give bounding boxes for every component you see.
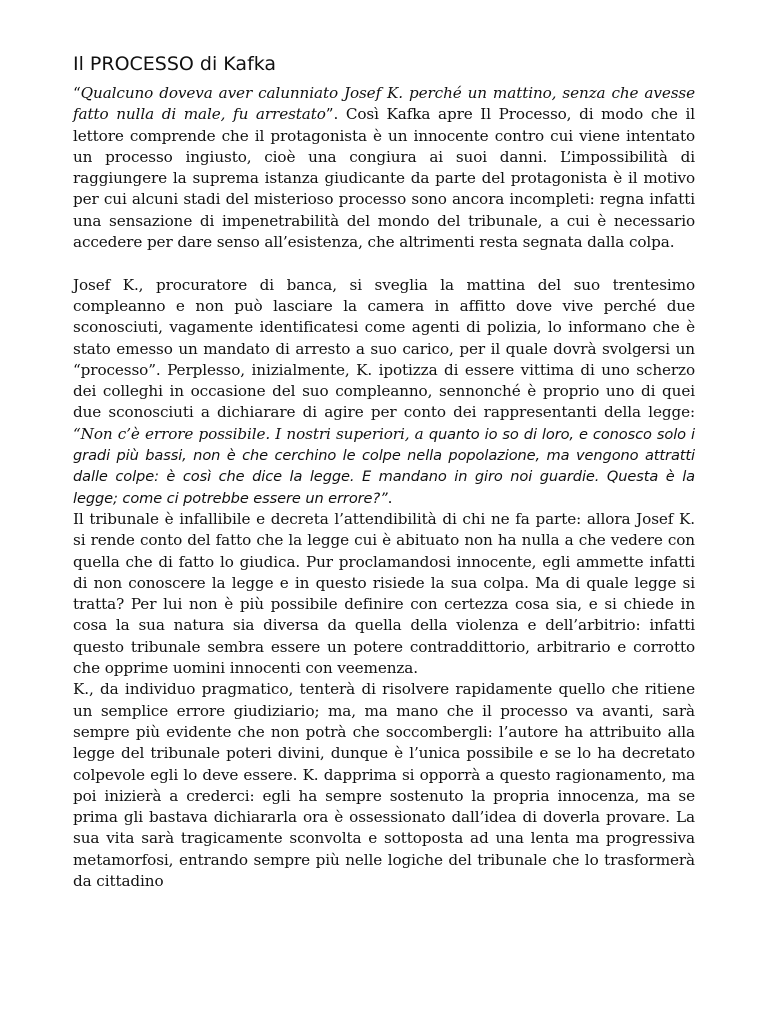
paragraph-pragmatico: K., da individuo pragmatico, tenterà di risolvere rapidamente quello che ritiene un semplice errore giudiziario; ma, ma mano che il processo va avanti, sarà sempre più evidente che non potrà che soccombergli: l’autore ha attribuito alla legge del tribunale poteri divini, dunque è l’unica possibile e se lo ha decretato colpevole egli lo deve essere. K. dapprima si opporrà a questo ragionamento, ma poi inizierà a crederci: egli ha sempre sostenuto la propria innocenza, ma se prima gli bastava dichiararla ora è ossessionato dall’idea di doverla provare. La sua vita sarà tragicamente sconvolta e sottoposta ad una lenta ma progressiva metamorfosi, entrando sempre più nelle logiche del tribunale che lo trasformerà da cittadino	[73, 680, 695, 890]
paragraph-tribunale: Il tribunale è infallibile e decreta l’attendibilità di chi ne fa parte: allora Josef K. si rende conto del fatto che la legge cui è abituato non ha nulla a che vedere con quella che di fatto lo giudica. Pur proclamandosi innocente, egli ammette infatti di non conoscere la legge e in questo risiede la sua colpa. Ma di quale legge si tratta? Per lui non è più possibile definire con certezza cosa sia, e si chiede in cosa la sua natura sia diversa da quella della violenza e dell’arbitrio: infatti questo tribunale sembra essere un potere contraddittorio, arbitrario e corrotto che opprime uomini innocenti con veemenza.	[73, 509, 695, 678]
document-page	[73, 52, 695, 892]
open-quote: “	[73, 84, 81, 102]
paragraph-gap	[73, 253, 695, 274]
paragraph-josef-text: Josef K., procuratore di banca, si sveglia la mattina del suo trentesimo compleanno e non può lasciare la camera in affitto dove vive perché due sconosciuti, vagamente identificatesi come agenti di polizia, lo informano che è stato emesso un mandato di arresto a suo carico, per il quale dovrà svolgersi un “processo”. Perplesso, inizialmente, K. ipotizza di essere vittima di uno scherzo dei colleghi in occasione del suo compleanno, sennonché è proprio uno di quei due sconosciuti a dichiarare di agire per conto dei rappresentanti della legge:	[73, 275, 695, 422]
guard-quote-sans: quanto io so di loro, e conosco solo i gradi più bassi, non è che cerchino le colpe nella popolazione, ma vengono attratti dalle colpe: è così che dice la legge. E mandano in giro noi guardie. Questa è la legge; come ci potrebbe essere un errore?”	[73, 425, 695, 507]
paragraph-intro	[73, 83, 695, 253]
paragraph-josef	[73, 275, 695, 509]
paragraph-intro-text: ”. Così Kafka apre Il Processo, di modo che il lettore comprende che il protagonista è un innocente contro cui viene intentato un processo ingiusto, cioè una congiura ai suoi danni. L’impossibilità di raggiungere la suprema istanza giudicante da parte del protagonista è il motivo per cui alcuni stadi del misterioso processo sono ancora incompleti: regna infatti una sensazione di impenetrabilità del mondo del tribunale, a cui è necessario accedere per dare senso all’esistenza, che altrimenti resta segnata dalla colpa.	[73, 105, 695, 252]
opening-quote: Qualcuno doveva aver calunniato Josef K. perché un mattino, senza che avesse fatto nulla di male, fu arrestato	[73, 84, 695, 124]
document-title: Il PROCESSO di Kafka	[73, 53, 277, 75]
guard-quote-serif: “Non c’è errore possibile. I nostri superiori, a	[73, 424, 429, 443]
paragraph-josef-end: .	[387, 488, 393, 507]
